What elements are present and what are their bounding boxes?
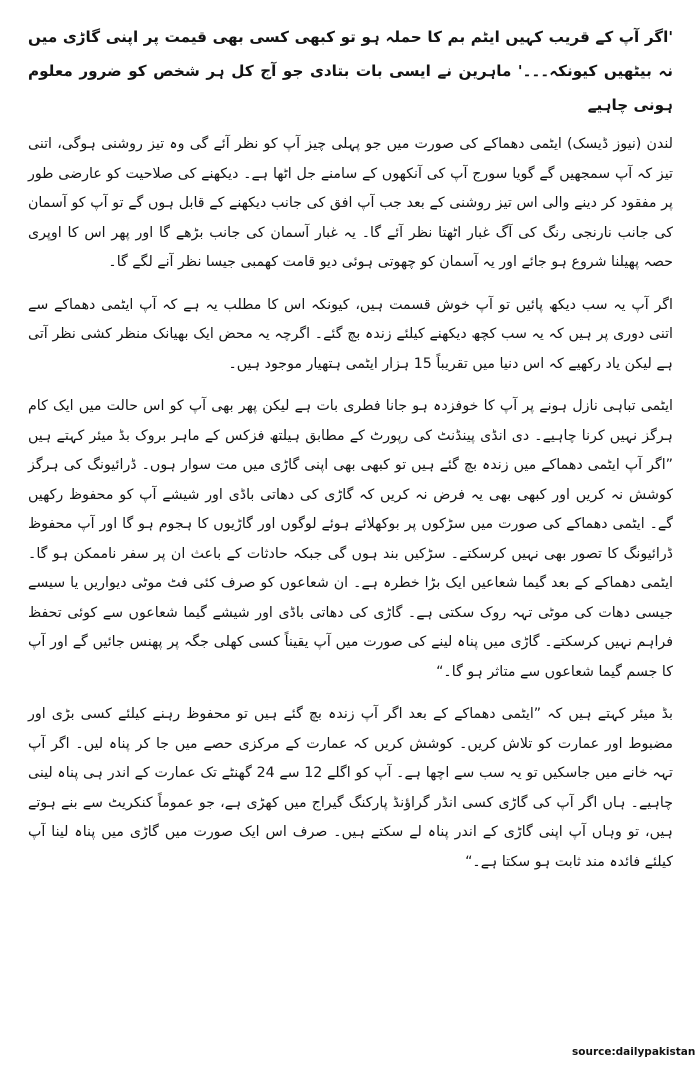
article-paragraph: بڈ میئر کہتے ہیں کہ ”ایٹمی دھماکے کے بعد اگر آپ زندہ بچ گئے ہیں تو محفوظ رہنے کیلئے کسی بڑی اور مضبوط اور عمارت کو تلاش کریں۔ کوشش کریں کہ عمارت کے مرکزی حصے میں جا کر پناہ لیں۔ اگر آپ تہہ خانے میں جاسکیں تو یہ سب سے اچھا ہے۔ آپ کو اگلے 12 سے 24 گھنٹے تک عمارت کے اندر ہی پناہ لینی چاہیے۔ ہاں اگر آپ کی گاڑی کسی انڈر گراؤنڈ پارکنگ گیراج میں کھڑی ہے، جو عموماً کنکریٹ سے بنے ہوتے ہیں، تو وہاں آپ اپنی گاڑی کے اندر پناہ لے سکتے ہیں۔ صرف اس ایک صورت میں گاڑی میں پناہ لینا آپ کیلئے فائدہ مند ثابت ہو سکتا ہے۔“: [28, 706, 673, 870]
article-paragraph: لندن (نیوز ڈیسک) ایٹمی دھماکے کی صورت میں جو پہلی چیز آپ کو نظر آئے گی وہ تیز روشنی ہوگی، اتنی تیز کہ آپ سمجھیں گے گویا سورج آپ کی آنکھوں کے سامنے جل اٹھا ہے۔ دیکھنے کی صلاحیت کو عارضی طور پر مفقود کر دینے والی اس تیز روشنی کے بعد جب آپ افق کی جانب دیکھنے کے قابل ہوں گے تو آپ کو آسمان کی جانب نارنجی رنگ کی آگ غبار اٹھتا نظر آئے گا۔ یہ غبار آسمان کی جانب بڑھے گا اور پھر اس کا اوپری حصہ پھیلنا شروع ہو جائے اور یہ آسمان کو چھوتی ہوئی دیو قامت کھمبی جیسا نظر آنے لگے گا۔: [28, 136, 673, 270]
source-credit: source:dailypakistan: [572, 1046, 696, 1058]
article-headline: 'اگر آپ کے قریب کہیں ایٹم بم کا حملہ ہو تو کبھی کسی بھی قیمت پر اپنی گاڑی میں نہ بیٹھیں کیونکہ۔۔۔' ماہرین نے ایسی بات بتادی جو آج کل ہر شخص کو ضرور معلوم ہونی چاہیے: [28, 28, 673, 114]
article-paragraph: اگر آپ یہ سب دیکھ پائیں تو آپ خوش قسمت ہیں، کیونکہ اس کا مطلب یہ ہے کہ آپ ایٹمی دھماکے سے اتنی دوری پر ہیں کہ یہ سب کچھ دیکھنے کیلئے زندہ بچ گئے۔ اگرچہ یہ محض ایک بھیانک منظر کشی نظر آتی ہے لیکن یاد رکھیے کہ اس دنیا میں تقریباً 15 ہزار ایٹمی ہتھیار موجود ہیں۔: [28, 296, 673, 372]
article-paragraph: ایٹمی تباہی نازل ہونے پر آپ کا خوفزدہ ہو جانا فطری بات ہے لیکن پھر بھی آپ کو اس حالت میں ایک کام ہرگز نہیں کرنا چاہیے۔ دی انڈی پینڈنٹ کی رپورٹ کے مطابق ہیلتھ فزکس کے ماہر بروک بڈ میئر کہتے ہیں ”اگر آپ ایٹمی دھماکے میں زندہ بچ گئے ہیں تو کبھی بھی اپنی گاڑی میں مت سوار ہوں۔ ڈرائیونگ کی ہرگز کوشش نہ کریں اور کبھی بھی یہ فرض نہ کریں کہ گاڑی کی دھاتی باڈی اور شیشے آپ کو محفوظ رکھیں گے۔ ایٹمی دھماکے کی صورت میں سڑکوں پر بوکھلائے ہوئے لوگوں اور گاڑیوں کا ہجوم ہو گا اور آپ محفوظ ڈرائیونگ کا تصور بھی نہیں کرسکتے۔ سڑکیں بند ہوں گی جبکہ حادثات کے باعث ان پر سفر ناممکن ہو گا۔ ایٹمی دھماکے کے بعد گیما شعاعیں ایک بڑا خطرہ ہے۔ ان شعاعوں کو صرف کئی فٹ موٹی دیواریں یا سیسے جیسی دھات کی موٹی تہہ روک سکتی ہے۔ گاڑی کی دھاتی باڈی اور شیشے گیما شعاعوں سے کوئی تحفظ فراہم نہیں کرسکتے۔ گاڑی میں پناہ لینے کی صورت میں آپ یقیناً کسی کھلی جگہ پر پھنس جائیں گے اور آپ کا جسم گیما شعاعوں سے متاثر ہو گا۔“: [28, 398, 673, 680]
